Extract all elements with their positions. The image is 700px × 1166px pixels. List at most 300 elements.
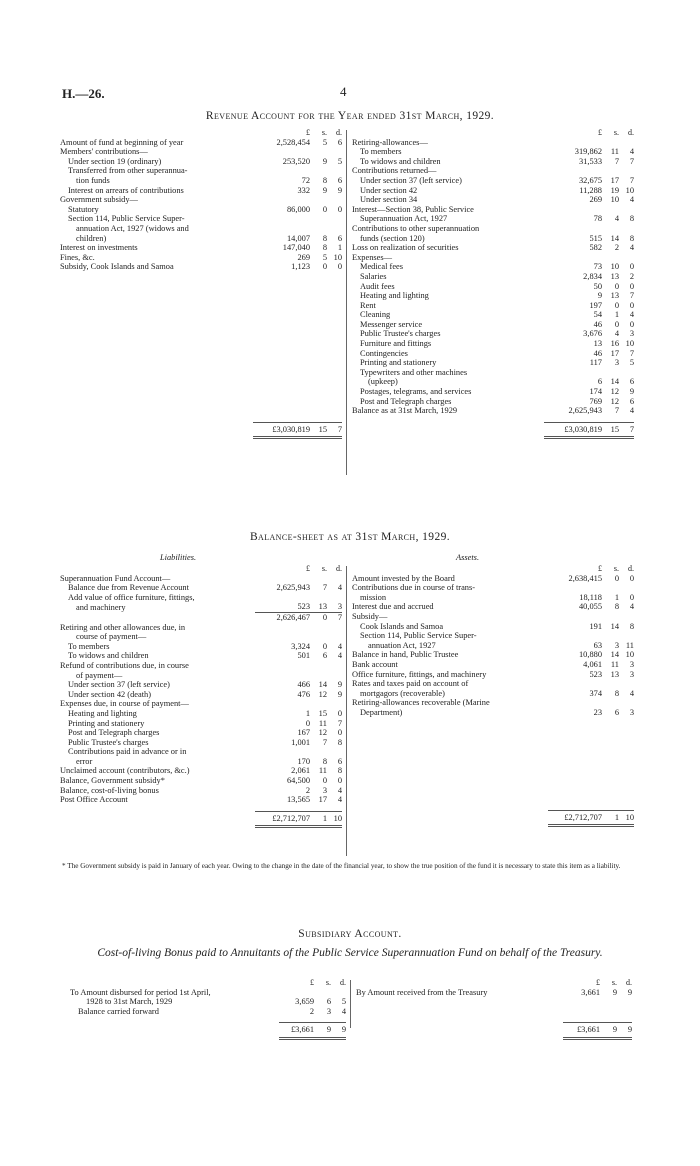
currency-header-row xyxy=(60,128,342,138)
ledger-pence xyxy=(327,224,342,234)
ledger-shillings: 9 xyxy=(322,156,327,166)
ledger-row xyxy=(60,757,342,767)
ledger-pence xyxy=(619,583,634,593)
ledger-item-label: Interest due and accrued xyxy=(352,602,434,612)
ledger-item-label: Superannuation Act, 1927 xyxy=(360,214,448,224)
ledger-item-label: Retiring-allowances recoverable (Marine xyxy=(352,698,490,708)
ledger-pence xyxy=(327,574,342,584)
shillings-header: s. xyxy=(613,128,619,137)
ledger-row xyxy=(60,671,342,681)
ledger-shillings xyxy=(312,593,327,603)
ledger-shillings: 8 xyxy=(322,175,327,185)
ledger-row xyxy=(352,272,634,282)
ledger-shillings: 10 xyxy=(610,195,619,205)
spacer-cell xyxy=(60,349,342,359)
ledger-pence: 4 xyxy=(337,795,342,805)
ledger-row xyxy=(352,698,634,708)
ledger-shillings: 13 xyxy=(318,602,327,612)
ledger-pence xyxy=(619,612,634,622)
ledger-row xyxy=(352,195,634,205)
spacer-row xyxy=(60,349,342,359)
currency-header-spacer xyxy=(70,978,279,988)
ledger-item-label: Balance due from Revenue Account xyxy=(68,583,189,593)
ledger-pounds: 167 xyxy=(297,728,310,738)
ledger-shillings: 2 xyxy=(614,243,619,253)
ledger-row xyxy=(352,157,634,167)
total-spacer xyxy=(352,810,548,826)
spacer-cell xyxy=(352,727,634,737)
ledger-item-label: Department) xyxy=(360,707,403,717)
ledger-item-label: Cleaning xyxy=(360,310,391,320)
ledger-item-label: Section 114, Public Service Super- xyxy=(360,631,477,641)
spacer-row xyxy=(352,765,634,775)
balance-divider xyxy=(346,566,347,856)
spacer-cell xyxy=(352,746,634,756)
ledger-item-label: Postages, telegrams, and services xyxy=(360,387,472,397)
ledger-shillings: 10 xyxy=(610,262,619,272)
ledger-pence: 10 xyxy=(625,339,634,349)
ledger-row xyxy=(352,138,634,148)
ledger-pence: 0 xyxy=(337,262,342,272)
ledger-shillings xyxy=(312,224,327,234)
ledger-row xyxy=(352,708,634,718)
ledger-item-label: Public Trustee's charges xyxy=(68,737,149,747)
ledger-shillings: 0 xyxy=(322,641,327,651)
ledger-pounds: 1,001 xyxy=(291,737,310,747)
ledger-row xyxy=(60,157,342,167)
ledger-row xyxy=(352,349,634,359)
ledger-pounds: 269 xyxy=(589,195,602,205)
ledger-pence xyxy=(327,671,342,681)
shillings-header: s. xyxy=(611,978,617,987)
ledger-row xyxy=(60,795,342,805)
ledger-item-label: Printing and stationery xyxy=(68,718,145,728)
ledger-item-label: Section 114, Public Service Super- xyxy=(68,214,185,224)
ledger-pounds: 2,638,415 xyxy=(568,573,602,583)
ledger-pounds xyxy=(253,195,312,205)
ledger-row xyxy=(352,670,634,680)
ledger-item-label: Under section 42 xyxy=(360,185,418,195)
ledger-pounds: 1,123 xyxy=(291,262,310,272)
spacer-cell xyxy=(356,1007,632,1017)
ledger-shillings: 7 xyxy=(614,156,619,166)
ledger-pence xyxy=(327,747,342,757)
ledger-pence: 6 xyxy=(629,396,634,406)
ledger-shillings: 14 xyxy=(318,680,327,690)
assets-column xyxy=(352,564,634,827)
ledger-row xyxy=(60,719,342,729)
ledger-shillings xyxy=(312,632,327,642)
ledger-pounds: 3,324 xyxy=(291,641,310,651)
ledger-pounds xyxy=(544,166,604,176)
ledger-row xyxy=(60,661,342,671)
ledger-item-label: Subsidy, Cook Islands and Samoa xyxy=(60,262,174,272)
spacer-row xyxy=(60,377,342,387)
ledger-row xyxy=(60,234,342,244)
ledger-pounds: 63 xyxy=(593,640,602,650)
ledger-shillings xyxy=(604,583,619,593)
ledger-pounds: 476 xyxy=(297,689,310,699)
ledger-pounds: 0 xyxy=(305,718,310,728)
ledger-row xyxy=(352,176,634,186)
ledger-shillings: 17 xyxy=(610,348,619,358)
ledger-row xyxy=(352,679,634,689)
ledger-item-label: (upkeep) xyxy=(368,377,398,387)
ledger-pence: 0 xyxy=(337,776,342,786)
ledger-row xyxy=(352,622,634,632)
ledger-row xyxy=(60,262,342,272)
shillings-header: s. xyxy=(321,128,327,137)
ledger-item-label: Public Trustee's charges xyxy=(360,329,441,339)
ledger-pence: 4 xyxy=(629,602,634,612)
ledger-item-label: 1928 to 31st March, 1929 xyxy=(86,997,173,1007)
shillings-header: s. xyxy=(321,564,327,573)
ledger-row xyxy=(60,651,342,661)
ledger-pounds: 54 xyxy=(593,310,602,320)
ledger-item-label: course of payment— xyxy=(76,632,147,642)
revenue-divider xyxy=(346,130,347,475)
ledger-pence xyxy=(619,205,634,215)
ledger-row xyxy=(60,574,342,584)
ledger-pounds: 9 xyxy=(597,291,602,301)
ledger-item-label xyxy=(60,612,255,622)
ledger-row xyxy=(352,186,634,196)
ledger-pence: 6 xyxy=(629,377,634,387)
ledger-pence: 7 xyxy=(327,612,342,622)
spacer-row xyxy=(356,997,632,1007)
total-shillings: 9 xyxy=(316,1023,331,1039)
ledger-row xyxy=(60,747,342,757)
ledger-pounds xyxy=(544,368,604,378)
ledger-row xyxy=(352,387,634,397)
ledger-shillings: 11 xyxy=(318,718,327,728)
pence-header: d. xyxy=(340,978,346,987)
ledger-shillings: 13 xyxy=(610,291,619,301)
ledger-shillings: 0 xyxy=(614,319,619,329)
ledger-row xyxy=(60,738,342,748)
spacer-cell xyxy=(352,785,634,795)
ledger-pounds xyxy=(544,138,604,148)
ledger-pence xyxy=(619,368,634,378)
ledger-shillings: 6 xyxy=(326,997,331,1007)
ledger-row xyxy=(60,186,342,196)
total-pence: 7 xyxy=(619,422,634,438)
ledger-row xyxy=(60,176,342,186)
ledger-shillings: 8 xyxy=(322,243,327,253)
ledger-item-label: Under section 37 (left service) xyxy=(68,680,170,690)
currency-header-row xyxy=(356,978,632,988)
currency-header-spacer xyxy=(60,564,255,574)
total-shillings: 9 xyxy=(602,1023,617,1039)
ledger-pence: 1 xyxy=(337,243,342,253)
ledger-pounds: 191 xyxy=(589,621,602,631)
ledger-pence: 11 xyxy=(625,640,634,650)
spacer-cell xyxy=(60,291,342,301)
ledger-item-label: Typewriters and other machines xyxy=(360,367,468,377)
ledger-pounds xyxy=(548,679,604,689)
ledger-shillings: 0 xyxy=(322,262,327,272)
ledger-shillings: 5 xyxy=(322,252,327,262)
ledger-pence: 7 xyxy=(629,348,634,358)
ledger-pounds: 269 xyxy=(297,252,310,262)
total-row xyxy=(60,811,342,827)
ledger-item-label: To widows and children xyxy=(360,156,441,166)
total-pounds: £3,030,819 xyxy=(253,422,312,438)
ledger-row xyxy=(60,253,342,263)
ledger-shillings xyxy=(312,195,327,205)
ledger-item-label: Contingencies xyxy=(360,348,408,358)
shillings-header: s. xyxy=(325,978,331,987)
ledger-pence: 0 xyxy=(629,300,634,310)
ledger-item-label: of payment— xyxy=(76,670,123,680)
spacer-cell xyxy=(60,406,342,416)
ledger-item-label: Heating and lighting xyxy=(68,708,137,718)
ledger-item-label: Retiring and other allowances due, in xyxy=(60,622,186,632)
ledger-pence: 0 xyxy=(629,592,634,602)
ledger-shillings: 11 xyxy=(610,147,619,157)
ledger-pence: 10 xyxy=(625,185,634,195)
subsidiary-account-subtitle: Cost-of-living Bonus paid to Annuitants of the Public Service Superannuation Fund on behalf of the Treasury. xyxy=(97,947,603,959)
ledger-item-label: mortgagors (recoverable) xyxy=(360,688,445,698)
ledger-row xyxy=(60,699,342,709)
ledger-pence: 3 xyxy=(629,329,634,339)
ledger-pence: 4 xyxy=(337,583,342,593)
ledger-item-label: Post and Telegraph charges xyxy=(360,396,452,406)
ledger-shillings: 8 xyxy=(614,602,619,612)
ledger-row xyxy=(352,602,634,612)
ledger-row xyxy=(60,766,342,776)
ledger-shillings: 0 xyxy=(614,573,619,583)
spacer-row xyxy=(352,794,634,804)
ledger-pence: 0 xyxy=(629,319,634,329)
ledger-pounds: 2,834 xyxy=(583,271,602,281)
ledger-row xyxy=(60,205,342,215)
total-row xyxy=(60,422,342,438)
ledger-pence: 4 xyxy=(629,406,634,416)
subsidiary-account-title: Subsidiary Account. xyxy=(298,928,402,940)
ledger-pence: 4 xyxy=(341,1006,346,1016)
spacer-cell xyxy=(60,329,342,339)
subsidiary-divider xyxy=(350,980,351,1028)
ledger-shillings: 11 xyxy=(318,766,327,776)
ledger-shillings: 1 xyxy=(614,310,619,320)
total-shillings: 15 xyxy=(604,422,619,438)
ledger-item-label: Interest on investments xyxy=(60,243,138,253)
ledger-pounds: 11,288 xyxy=(579,185,602,195)
ledger-pounds: 374 xyxy=(589,688,602,698)
spacer-row xyxy=(60,301,342,311)
balance-sheet-footnote: * The Government subsidy is paid in January of each year. Owing to the change in the date of the financial year, to show the true position of the fund it is necessary to state this item as a liability. xyxy=(62,862,621,870)
ledger-row xyxy=(352,358,634,368)
ledger-shillings: 7 xyxy=(614,406,619,416)
pounds-header: £ xyxy=(596,978,600,987)
ledger-pounds: 2,528,454 xyxy=(276,137,310,147)
spacer-cell xyxy=(60,272,342,282)
total-pence: 10 xyxy=(619,810,634,826)
ledger-item-label: annuation Act, 1927 xyxy=(368,640,436,650)
ledger-shillings xyxy=(312,574,327,584)
ledger-shillings xyxy=(312,671,327,681)
ledger-pounds xyxy=(253,147,312,157)
ledger-pence: 4 xyxy=(629,195,634,205)
ledger-pence: 6 xyxy=(337,233,342,243)
ledger-pence xyxy=(327,699,342,709)
spacer-cell xyxy=(352,718,634,728)
subsidiary-disbursed-table xyxy=(70,978,346,1040)
ledger-pounds: 2,625,943 xyxy=(276,583,310,593)
ledger-pounds: 174 xyxy=(589,387,602,397)
ledger-item-label: Medical fees xyxy=(360,262,404,272)
ledger-pounds: 501 xyxy=(297,651,310,661)
ledger-row xyxy=(60,583,342,593)
ledger-pounds xyxy=(253,166,312,176)
ledger-pence xyxy=(327,214,342,224)
ledger-pounds: 117 xyxy=(589,358,602,368)
subsidiary-right-column xyxy=(356,978,632,1040)
ledger-pence: 9 xyxy=(337,689,342,699)
spacer-cell xyxy=(60,310,342,320)
pence-header: d. xyxy=(626,978,632,987)
ledger-pence: 4 xyxy=(337,651,342,661)
ledger-pounds xyxy=(544,205,604,215)
ledger-shillings xyxy=(604,612,619,622)
currency-header-spacer xyxy=(352,128,544,138)
ledger-pounds: 3,661 xyxy=(581,987,600,997)
ledger-item-label: To members xyxy=(68,641,110,651)
ledger-pence xyxy=(327,623,342,633)
ledger-row xyxy=(352,612,634,622)
ledger-shillings xyxy=(312,147,327,157)
ledger-item-label: To members xyxy=(360,147,402,157)
spacer-row xyxy=(60,310,342,320)
pence-header: d. xyxy=(336,564,342,573)
ledger-item-label: Government subsidy— xyxy=(60,195,138,205)
ledger-pence: 7 xyxy=(629,175,634,185)
ledger-pounds: 253,520 xyxy=(282,156,310,166)
ledger-pounds xyxy=(544,224,604,234)
ledger-pounds xyxy=(548,612,604,622)
ledger-item-label: Post Office Account xyxy=(60,795,128,805)
ledger-pence: 3 xyxy=(629,707,634,717)
ledger-pounds: 3,659 xyxy=(295,997,314,1007)
ledger-pounds: 466 xyxy=(297,680,310,690)
ledger-pounds: 197 xyxy=(589,300,602,310)
ledger-shillings: 19 xyxy=(610,185,619,195)
assets-table xyxy=(352,564,634,827)
ledger-row xyxy=(60,138,342,148)
ledger-pounds: 10,880 xyxy=(578,650,602,660)
ledger-row xyxy=(352,574,634,584)
ledger-pence: 8 xyxy=(337,766,342,776)
ledger-item-label: Rates and taxes paid on account of xyxy=(352,679,469,689)
liabilities-column xyxy=(60,564,342,828)
ledger-pounds: 40,055 xyxy=(578,602,602,612)
ledger-row xyxy=(352,301,634,311)
ledger-pounds xyxy=(548,631,604,641)
ledger-row xyxy=(60,709,342,719)
ledger-item-label: Fines, &c. xyxy=(60,252,95,262)
spacer-row xyxy=(60,291,342,301)
ledger-pence: 0 xyxy=(629,281,634,291)
currency-header-spacer xyxy=(352,564,548,574)
pounds-header: £ xyxy=(310,978,314,987)
ledger-pounds: 31,533 xyxy=(578,156,602,166)
ledger-shillings: 0 xyxy=(614,281,619,291)
ledger-item-label: Amount of fund at beginning of year xyxy=(60,137,184,147)
spacer-cell xyxy=(60,368,342,378)
ledger-shillings xyxy=(312,661,327,671)
ledger-shillings: 12 xyxy=(610,387,619,397)
ledger-pence xyxy=(327,147,342,157)
ledger-pounds: 6 xyxy=(597,377,602,387)
ledger-shillings: 3 xyxy=(326,1006,331,1016)
ledger-item-label: Contributions returned— xyxy=(352,166,437,176)
ledger-shillings xyxy=(604,166,619,176)
pounds-header: £ xyxy=(598,564,602,573)
ledger-row xyxy=(352,689,634,699)
ledger-pence: 7 xyxy=(629,156,634,166)
ledger-item-label: Salaries xyxy=(360,271,387,281)
ledger-row xyxy=(60,214,342,224)
ledger-pence: 9 xyxy=(627,987,632,997)
ledger-row xyxy=(352,641,634,651)
ledger-pence: 8 xyxy=(629,621,634,631)
ledger-pence: 0 xyxy=(337,204,342,214)
ledger-pence: 8 xyxy=(337,737,342,747)
spacer-cell xyxy=(60,387,342,397)
spacer-row xyxy=(352,756,634,766)
spacer-row xyxy=(60,320,342,330)
spacer-cell xyxy=(352,794,634,804)
total-pounds: £2,712,707 xyxy=(255,811,312,827)
ledger-shillings xyxy=(604,631,619,641)
ledger-pounds: 13,565 xyxy=(286,795,310,805)
ledger-item-label: Cook Islands and Samoa xyxy=(360,621,444,631)
total-pounds: £2,712,707 xyxy=(548,810,604,826)
ledger-item-label: Balance in hand, Public Trustee xyxy=(352,650,459,660)
ledger-pounds: 73 xyxy=(593,262,602,272)
spacer-cell xyxy=(60,320,342,330)
ledger-pence: 9 xyxy=(337,680,342,690)
ledger-item-label: Transferred from other superannua- xyxy=(68,166,188,176)
spacer-cell xyxy=(60,397,342,407)
document-reference: H.—26. xyxy=(62,86,105,101)
spacer-cell xyxy=(356,997,632,1007)
ledger-shillings: 5 xyxy=(322,137,327,147)
ledger-row xyxy=(352,166,634,176)
ledger-row xyxy=(60,166,342,176)
ledger-item-label: Under section 19 (ordinary) xyxy=(68,156,162,166)
total-row xyxy=(70,1023,346,1039)
ledger-shillings: 6 xyxy=(614,707,619,717)
total-spacer xyxy=(352,422,544,438)
ledger-pounds: 170 xyxy=(297,756,310,766)
ledger-pounds: 18,118 xyxy=(579,592,602,602)
ledger-pounds: 72 xyxy=(301,175,310,185)
ledger-shillings: 8 xyxy=(322,233,327,243)
ledger-pence: 5 xyxy=(341,997,346,1007)
ledger-shillings xyxy=(604,205,619,215)
ledger-row xyxy=(60,593,342,603)
ledger-pence: 3 xyxy=(629,669,634,679)
ledger-row xyxy=(60,776,342,786)
ledger-pounds: 50 xyxy=(593,281,602,291)
ledger-shillings: 7 xyxy=(322,737,327,747)
ledger-item-label: Heating and lighting xyxy=(360,291,429,301)
spacer-row xyxy=(352,775,634,785)
ledger-item-label: Post and Telegraph charges xyxy=(68,728,160,738)
ledger-item-label: By Amount received from the Treasury xyxy=(356,987,488,997)
